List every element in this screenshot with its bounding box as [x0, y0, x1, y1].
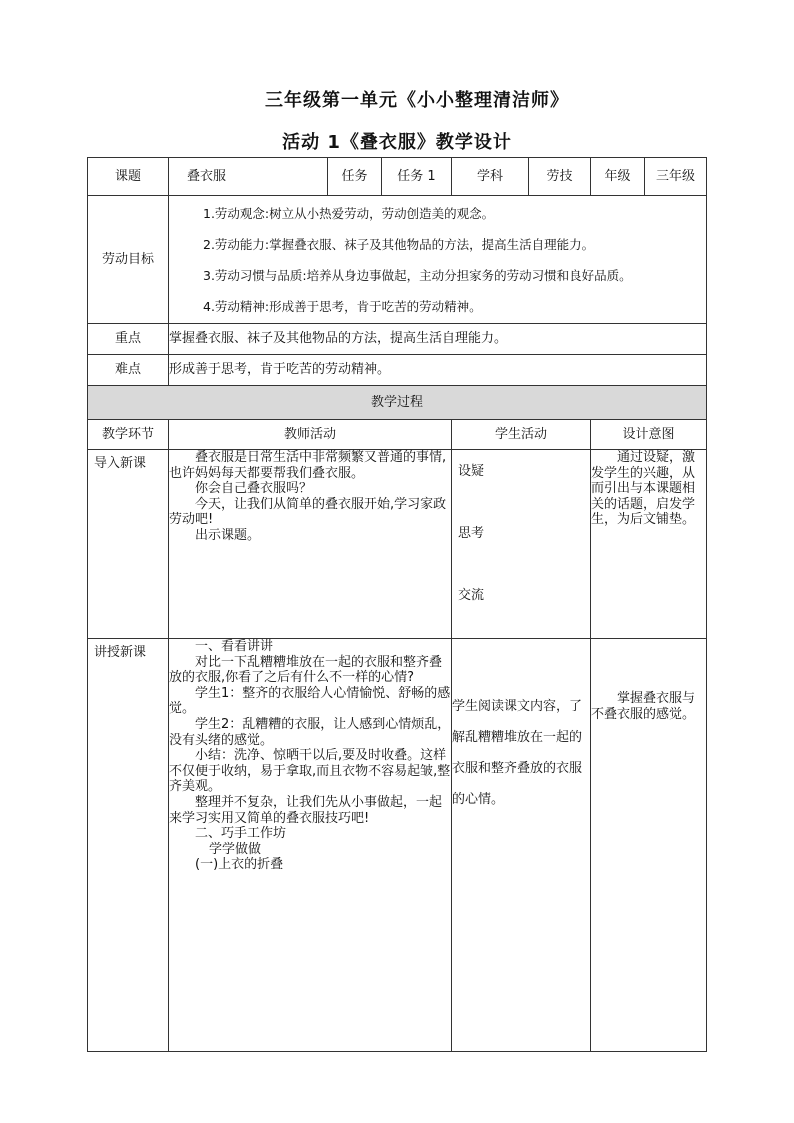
process-header-row: [88, 386, 707, 420]
intro-stage: 导入新课: [88, 450, 169, 639]
new-teacher-line: 整理并不复杂，让我们先从小事做起，一起来学习实用又简单的叠衣服技巧吧!: [169, 794, 443, 826]
lesson-plan-table: [87, 157, 707, 1052]
topic-label: 课题: [88, 158, 169, 196]
column-stage: 教学环节: [88, 420, 169, 450]
process-columns-row: [88, 420, 707, 450]
new-design: 掌握叠衣服与不叠衣服的感觉。: [591, 639, 707, 1052]
new-lesson-row: [88, 639, 707, 1052]
task-label: 任务: [328, 158, 382, 196]
goal-item: 2.劳动能力:掌握叠衣服、袜子及其他物品的方法，提高生活自理能力。: [203, 236, 595, 252]
column-teacher: 教师活动: [169, 420, 452, 450]
info-row: [88, 158, 707, 196]
intro-student: [452, 450, 591, 639]
key-point-label: 重点: [88, 324, 169, 355]
intro-teacher-line: 叠衣服是日常生活中非常频繁又普通的事情,也许妈妈每天都要帮我们叠衣服。: [169, 450, 447, 481]
goal-item: 4.劳动精神:形成善于思考，肯于吃苦的劳动精神。: [203, 298, 482, 314]
new-teacher-line: 小结：洗净、惊晒干以后,要及时收叠。这样不仅便于收纳，易于拿取,而且衣物不容易起皱,整齐美观。: [169, 748, 451, 795]
new-teacher: [169, 639, 452, 1052]
new-teacher-line: 学学做做: [209, 841, 262, 857]
topic-value: 叠衣服: [169, 158, 328, 196]
intro-student-item: 交流: [458, 588, 485, 603]
difficulty-text: 形成善于思考，肯于吃苦的劳动精神。: [169, 355, 707, 386]
difficulty-label: 难点: [88, 355, 169, 386]
intro-row: [88, 450, 707, 639]
new-student: 学生阅读课文内容，了解乱糟糟堆放在一起的衣服和整齐叠放的衣服的心情。: [452, 639, 591, 1052]
new-teacher-line: 学生2：乱糟糟的衣服，让人感到心情烦乱，没有头绪的感觉。: [169, 716, 451, 748]
goals-label: 劳动目标: [88, 196, 169, 324]
intro-student-item: 思考: [458, 526, 485, 541]
new-stage: 讲授新课: [88, 639, 169, 1052]
new-teacher-line: 学生1：整齐的衣服给人心情愉悦、舒畅的感觉。: [169, 685, 451, 717]
intro-teacher-line: 出示课题。: [195, 527, 261, 543]
goals-row: [88, 196, 707, 324]
new-teacher-line: 一、看看讲讲: [195, 639, 274, 654]
column-design: 设计意图: [591, 420, 707, 450]
key-point-text: 掌握叠衣服、袜子及其他物品的方法，提高生活自理能力。: [169, 324, 707, 355]
column-student: 学生活动: [452, 420, 591, 450]
goal-item: 3.劳动习惯与品质:培养从身边事做起，主动分担家务的劳动习惯和良好品质。: [203, 267, 632, 283]
new-teacher-line: (一)上衣的折叠: [195, 857, 284, 873]
grade-label: 年级: [591, 158, 645, 196]
key-point-row: [88, 324, 707, 355]
intro-teacher-line: 今天，让我们从简单的叠衣服开始,学习家政劳动吧!: [169, 496, 447, 528]
intro-teacher-line: 你会自己叠衣服吗？: [195, 481, 313, 497]
subject-value: 劳技: [529, 158, 591, 196]
new-teacher-line: 二、巧手工作坊: [195, 826, 287, 842]
goals-list: [169, 196, 707, 324]
intro-student-item: 设疑: [458, 464, 485, 479]
difficulty-row: [88, 355, 707, 386]
new-teacher-line: 对比一下乱糟糟堆放在一起的衣服和整齐叠放的衣服,你看了之后有什么不一样的心情?: [169, 654, 443, 686]
document-title: 三年级第一单元《小小整理清洁师》: [265, 90, 569, 111]
grade-value: 三年级: [645, 158, 707, 196]
task-value: 任务 1: [382, 158, 452, 196]
document-subtitle: 活动 1《叠衣服》教学设计: [282, 132, 512, 153]
subject-label: 学科: [452, 158, 529, 196]
process-header: 教学过程: [88, 386, 707, 420]
intro-design: 通过设疑，激发学生的兴趣，从而引出与本课题相关的话题，启发学生，为后文铺垫。: [591, 450, 707, 639]
goal-item: 1.劳动观念:树立从小热爱劳动，劳动创造美的观念。: [203, 205, 495, 221]
intro-teacher: [169, 450, 452, 639]
